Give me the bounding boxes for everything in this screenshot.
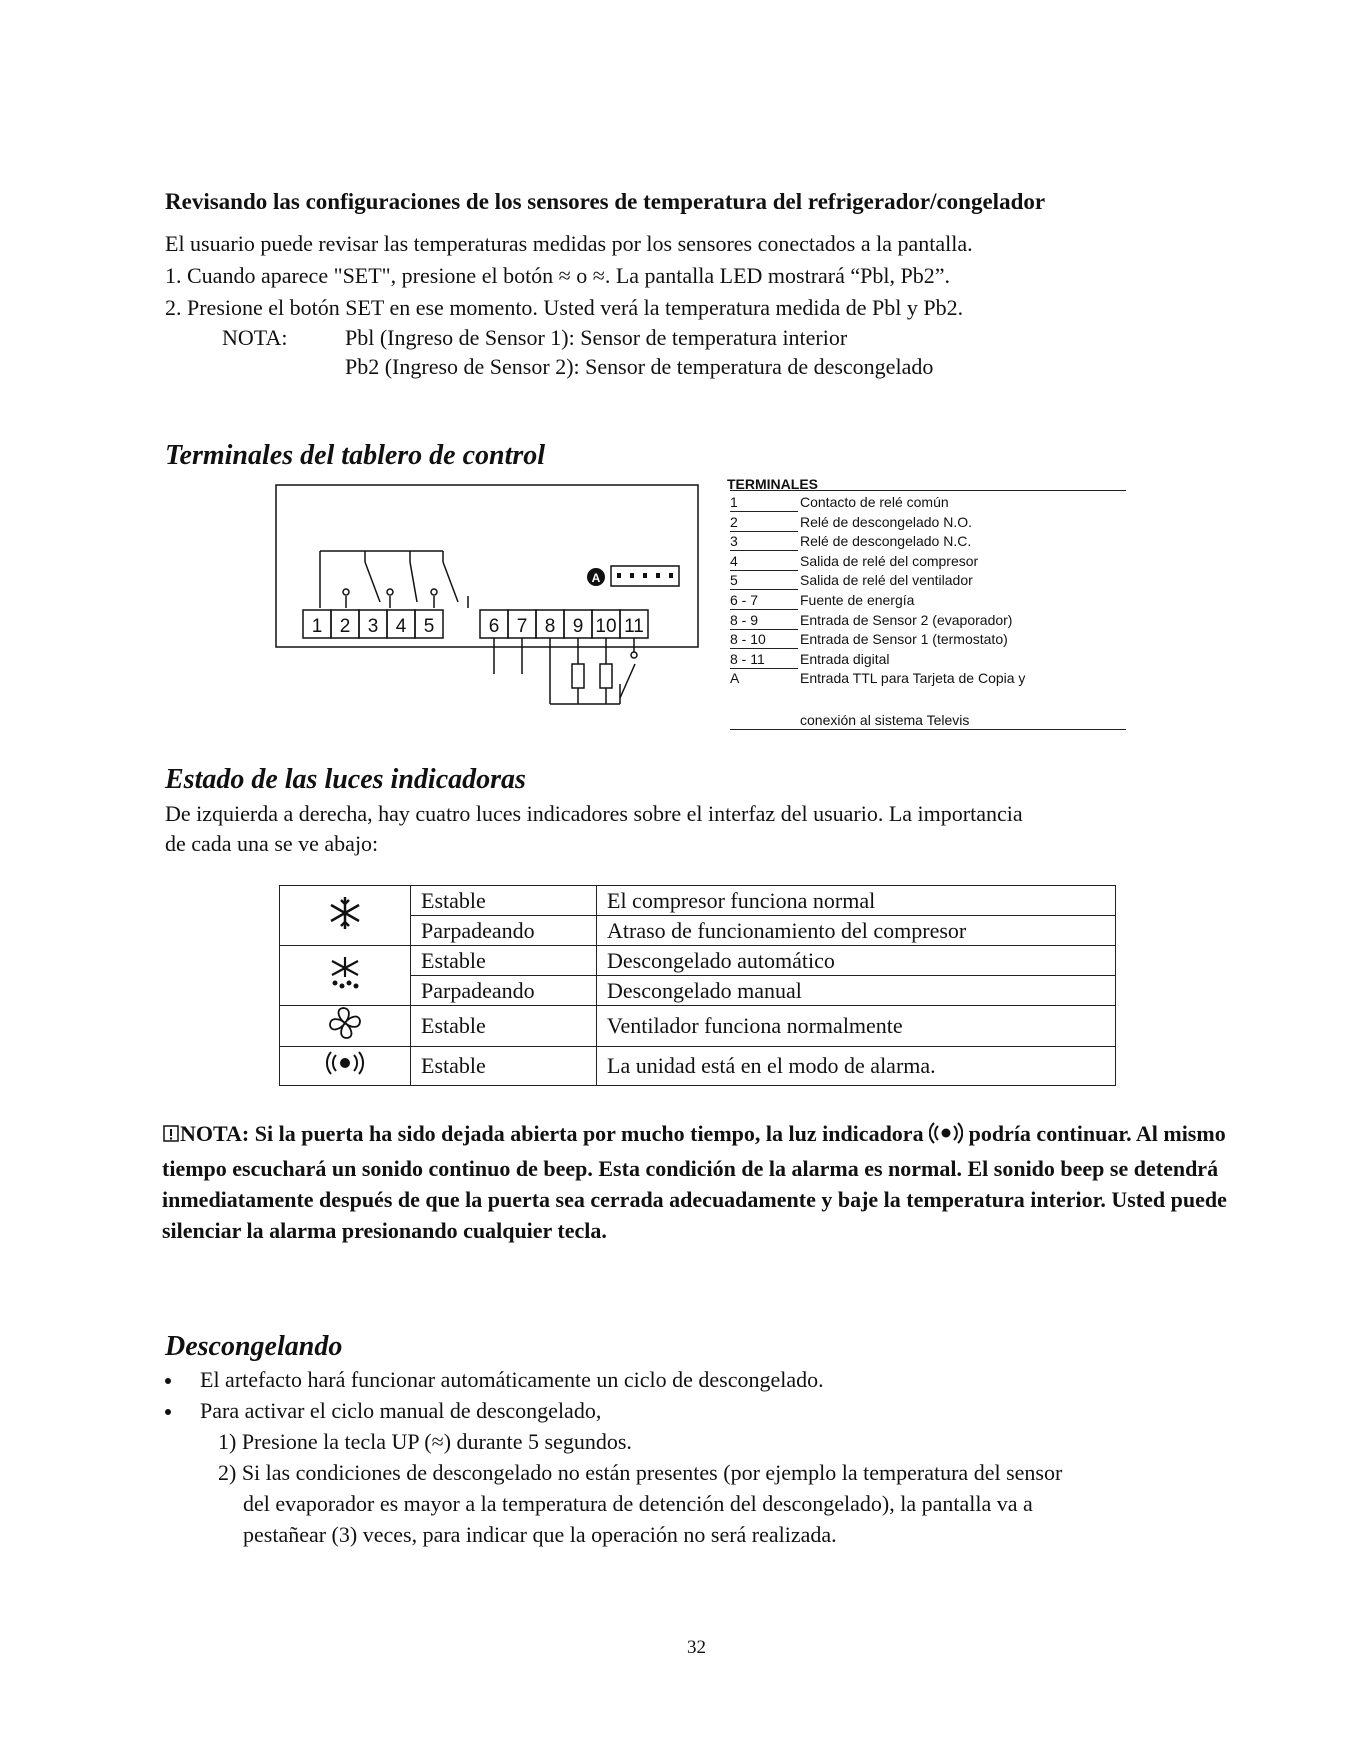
indicators-heading: Estado de las luces indicadoras — [165, 764, 526, 795]
terminal-number: 3 — [730, 533, 798, 551]
indicator-state: Estable — [411, 886, 597, 916]
defrost-step-2-line-1: 2) Si las condiciones de descongelado no están presentes (por ejemplo la temperatura del sensor — [218, 1460, 1063, 1485]
terminal-description: Entrada TTL para Tarjeta de Copia y — [800, 670, 1026, 687]
diagram-terminal-4: 4 — [395, 616, 407, 637]
sensors-note-label: NOTA: — [222, 325, 288, 350]
terminal-block-diagram — [275, 484, 705, 714]
sensors-step-2: 2. Presione el botón SET en ese momento. Usted verá la temperatura medida de Pbl y Pb2. — [165, 295, 964, 320]
terminal-number: 8 - 11 — [730, 651, 798, 669]
indicator-meaning: Atraso de funcionamiento del compresor — [597, 916, 1116, 946]
snowflake-icon — [280, 886, 411, 946]
bullet-dot — [165, 1409, 171, 1415]
note-text-2: podría continuar. Al mismo tiempo escuchará un sonido continuo de beep. Esta condición de la alarma es normal. El sonido beep se detendrá inmediatamente después de que la puerta sea cerrada adecuadamente y baje la temperatura interior. Usted puede silenciar la alarma presionando cualquier tecla. — [162, 1121, 1227, 1243]
terminals-table-row — [730, 533, 1126, 550]
indicators-intro-2: de cada una se ve abajo: — [165, 831, 379, 856]
defrost-heading: Descongelando — [165, 1331, 343, 1362]
terminal-description: Relé de descongelado N.O. — [800, 513, 972, 530]
indicator-meaning: Descongelado manual — [597, 976, 1116, 1006]
terminal-number: 4 — [730, 553, 798, 571]
defrost-bullet-1: El artefacto hará funcionar automáticamente un ciclo de descongelado. — [200, 1367, 824, 1392]
terminal-description: Salida de relé del ventilador — [800, 572, 973, 589]
terminals-table-row — [730, 592, 1126, 609]
indicator-meaning: La unidad está en el modo de alarma. — [597, 1047, 1116, 1086]
indicator-state: Parpadeando — [411, 976, 597, 1006]
alarm-note — [162, 1118, 1232, 1246]
terminal-number: 5 — [730, 572, 798, 590]
terminal-number: 6 - 7 — [730, 592, 798, 610]
defrost-icon — [280, 946, 411, 1006]
sensors-note-2: Pb2 (Ingreso de Sensor 2): Sensor de temperatura de descongelado — [345, 354, 934, 379]
diagram-terminal-5: 5 — [423, 616, 435, 637]
diagram-terminal-2: 2 — [339, 616, 351, 637]
terminals-heading: Terminales del tablero de control — [165, 440, 546, 471]
terminal-description: Entrada de Sensor 2 (evaporador) — [800, 611, 1013, 628]
indicator-meaning: Ventilador funciona normalmente — [597, 1006, 1116, 1047]
terminals-table-row — [730, 631, 1126, 648]
indicator-table — [279, 885, 1116, 1086]
diagram-terminal-1: 1 — [311, 616, 323, 637]
terminal-number: 2 — [730, 514, 798, 532]
bullet-dot — [165, 1378, 171, 1384]
terminals-table-row — [730, 514, 1126, 531]
terminals-table-row — [730, 553, 1126, 570]
terminals-table-top-rule — [730, 490, 1126, 491]
terminal-description: Contacto de relé común — [800, 494, 949, 510]
note-text-1: NOTA: Si la puerta ha sido dejada abierta por mucho tiempo, la luz indicadora — [180, 1121, 924, 1146]
note-bulb-icon — [162, 1121, 180, 1152]
page-number: 32 — [687, 1637, 706, 1658]
indicators-intro-1: De izquierda a derecha, hay cuatro luces indicadores sobre el interfaz del usuario. La importancia — [165, 801, 1023, 826]
defrost-bullet-2: Para activar el ciclo manual de descongelado, — [200, 1398, 602, 1423]
indicator-state: Estable — [411, 1006, 597, 1047]
defrost-step-2-line-2: del evaporador es mayor a la temperatura de detención del descongelado), la pantalla va a — [243, 1491, 1033, 1516]
indicator-state: Estable — [411, 1047, 597, 1086]
sensors-heading: Revisando las configuraciones de los sensores de temperatura del refrigerador/congelador — [165, 189, 1046, 214]
terminals-table-bottom-rule — [730, 729, 1126, 730]
sensors-note-1: Pbl (Ingreso de Sensor 1): Sensor de temperatura interior — [345, 325, 848, 350]
terminals-last-line: conexión al sistema Televis — [800, 712, 970, 728]
terminal-description: Fuente de energía — [800, 592, 915, 608]
terminal-description: Salida de relé del compresor — [800, 552, 979, 569]
diagram-terminal-9: 9 — [572, 616, 584, 637]
indicator-state: Parpadeando — [411, 916, 597, 946]
diagram-terminal-11: 11 — [624, 616, 644, 637]
sensors-intro: El usuario puede revisar las temperaturas medidas por los sensores conectados a la pantalla. — [165, 231, 973, 256]
terminals-table-row — [730, 494, 1126, 511]
indicator-meaning: El compresor funciona normal — [597, 886, 1116, 916]
terminals-table-row — [730, 572, 1126, 589]
terminal-description: Entrada digital — [800, 650, 890, 667]
terminals-table-row — [730, 612, 1126, 629]
diagram-terminal-10: 10 — [595, 616, 617, 637]
note-alarm-icon — [929, 1121, 963, 1153]
diagram-terminal-8: 8 — [544, 616, 556, 637]
diagram-terminal-7: 7 — [516, 616, 528, 637]
terminal-description: Entrada de Sensor 1 (termostato) — [800, 631, 1008, 648]
terminal-number: 8 - 10 — [730, 631, 798, 649]
diagram-terminal-3: 3 — [367, 616, 379, 637]
terminal-number: 1 — [730, 494, 798, 512]
diagram-a-badge: A — [591, 571, 601, 585]
defrost-step-1: 1) Presione la tecla UP (≈) durante 5 segundos. — [218, 1429, 632, 1454]
terminals-table-row — [730, 651, 1126, 668]
indicator-state: Estable — [411, 946, 597, 976]
defrost-step-2-line-3: pestañear (3) veces, para indicar que la operación no será realizada. — [243, 1522, 837, 1547]
sensors-step-1: 1. Cuando aparece "SET", presione el botón ≈ o ≈. La pantalla LED mostrará “Pbl, Pb2”. — [165, 263, 951, 288]
fan-icon — [280, 1006, 411, 1047]
terminal-number: 8 - 9 — [730, 612, 798, 630]
diagram-terminal-6: 6 — [488, 616, 500, 637]
indicator-meaning: Descongelado automático — [597, 946, 1116, 976]
alarm-icon — [280, 1047, 411, 1086]
terminal-number: A — [730, 670, 740, 687]
terminal-description: Relé de descongelado N.C. — [800, 533, 972, 550]
terminals-table-title: TERMINALES — [727, 476, 818, 492]
terminals-table-row — [730, 670, 1126, 687]
